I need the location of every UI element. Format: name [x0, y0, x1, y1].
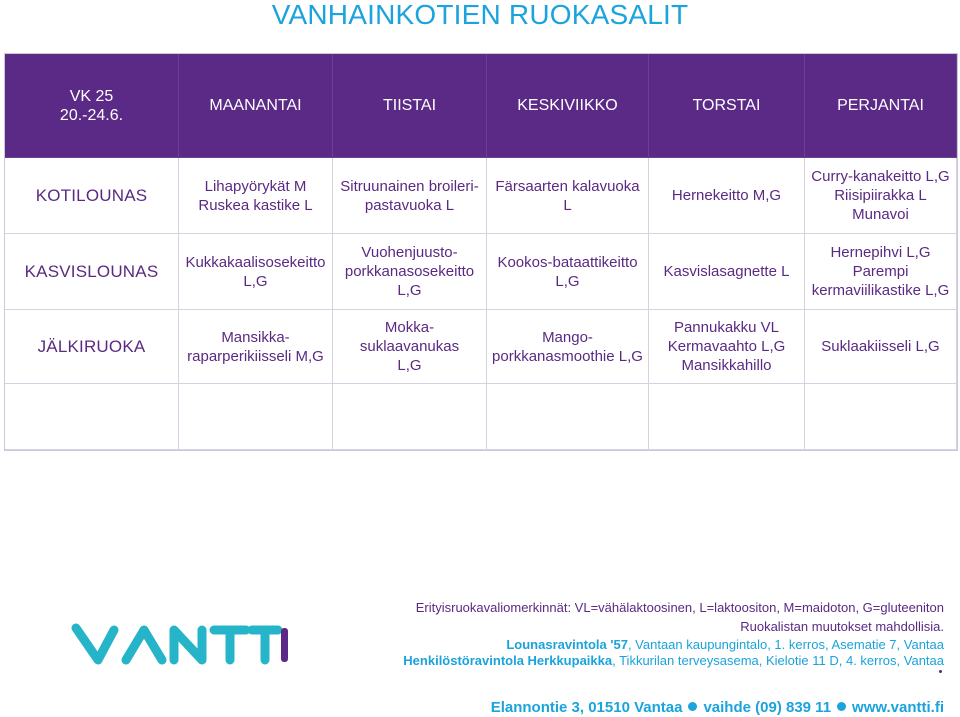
restaurant-1-address: , Vantaan kaupungintalo, 1. kerros, Asematie 7, Vantaa: [627, 637, 944, 652]
day-header-wednesday: KESKIVIIKKO: [487, 54, 649, 158]
empty-cell: [5, 384, 179, 450]
page-title: VANHAINKOTIEN RUOKASALIT: [271, 0, 689, 30]
restaurant-1-name: Lounasravintola '57: [506, 637, 628, 652]
contact-phone: vaihde (09) 839 11: [703, 699, 832, 716]
menu-cell: Mansikka- raparperikiisseli M,G: [179, 310, 333, 384]
menu-cell: Hernepihvi L,G Parempi kermaviilikastike L,G: [805, 234, 957, 310]
changes-note: Ruokalistan muutokset mahdollisia.: [740, 619, 944, 634]
restaurant-2: [324, 653, 944, 669]
menu-cell: Hernekeitto M,G: [649, 158, 805, 234]
menu-cell: Curry-kanakeitto L,G Riisipiirakka L Munavoi: [805, 158, 957, 234]
contact-line: [324, 698, 944, 717]
restaurant-1: [324, 637, 944, 653]
menu-cell: Mango- porkkanasmoothie L,G: [487, 310, 649, 384]
row-label-kotilounas: KOTILOUNAS: [5, 158, 179, 234]
empty-cell: [487, 384, 649, 450]
day-header-tuesday: TIISTAI: [333, 54, 487, 158]
menu-cell: Vuohenjuusto- porkkanasosekeitto L,G: [333, 234, 487, 310]
vantti-logo: [68, 618, 290, 670]
empty-cell: [649, 384, 805, 450]
restaurant-2-address: , Tikkurilan terveysasema, Kielotie 11 D, 4. kerros, Vantaa: [612, 653, 944, 668]
separator-dot-icon: [688, 702, 697, 711]
empty-cell: [179, 384, 333, 450]
menu-cell: Färsaarten kalavuoka L: [487, 158, 649, 234]
day-header-thursday: TORSTAI: [649, 54, 805, 158]
separator-dot-icon: [837, 702, 846, 711]
menu-cell: Mokka-suklaavanukas L,G: [333, 310, 487, 384]
day-header-friday: PERJANTAI: [805, 54, 957, 158]
row-label-kasvislounas: KASVISLOUNAS: [5, 234, 179, 310]
day-header-monday: MAANANTAI: [179, 54, 333, 158]
contact-website[interactable]: www.vantti.fi: [852, 699, 944, 716]
menu-cell: Kukkakaalisosekeitto L,G: [179, 234, 333, 310]
contact-address: Elannontie 3, 01510 Vantaa: [490, 699, 683, 716]
menu-cell: Pannukakku VL Kermavaahto L,G Mansikkahillo: [649, 310, 805, 384]
empty-cell: [805, 384, 957, 450]
menu-cell: Lihapyörykät M Ruskea kastike L: [179, 158, 333, 234]
week-label: VK 25 20.-24.6.: [5, 54, 179, 158]
menu-table: [4, 53, 958, 451]
menu-cell: Suklaakiisseli L,G: [805, 310, 957, 384]
empty-cell: [333, 384, 487, 450]
diet-legend: Erityisruokavaliomerkinnät: VL=vähälaktoosinen, L=laktoositon, M=maidoton, G=gluteeniton: [415, 600, 944, 615]
menu-cell: Sitruunainen broileri- pastavuoka L: [333, 158, 487, 234]
restaurant-2-name: Henkilöstöravintola Herkkupaikka: [403, 653, 613, 668]
menu-cell: Kookos-bataattikeitto L,G: [487, 234, 649, 310]
row-label-jalkiruoka: JÄLKIRUOKA: [5, 310, 179, 384]
menu-cell: Kasvislasagnette L: [649, 234, 805, 310]
dot-mark: [939, 670, 942, 673]
